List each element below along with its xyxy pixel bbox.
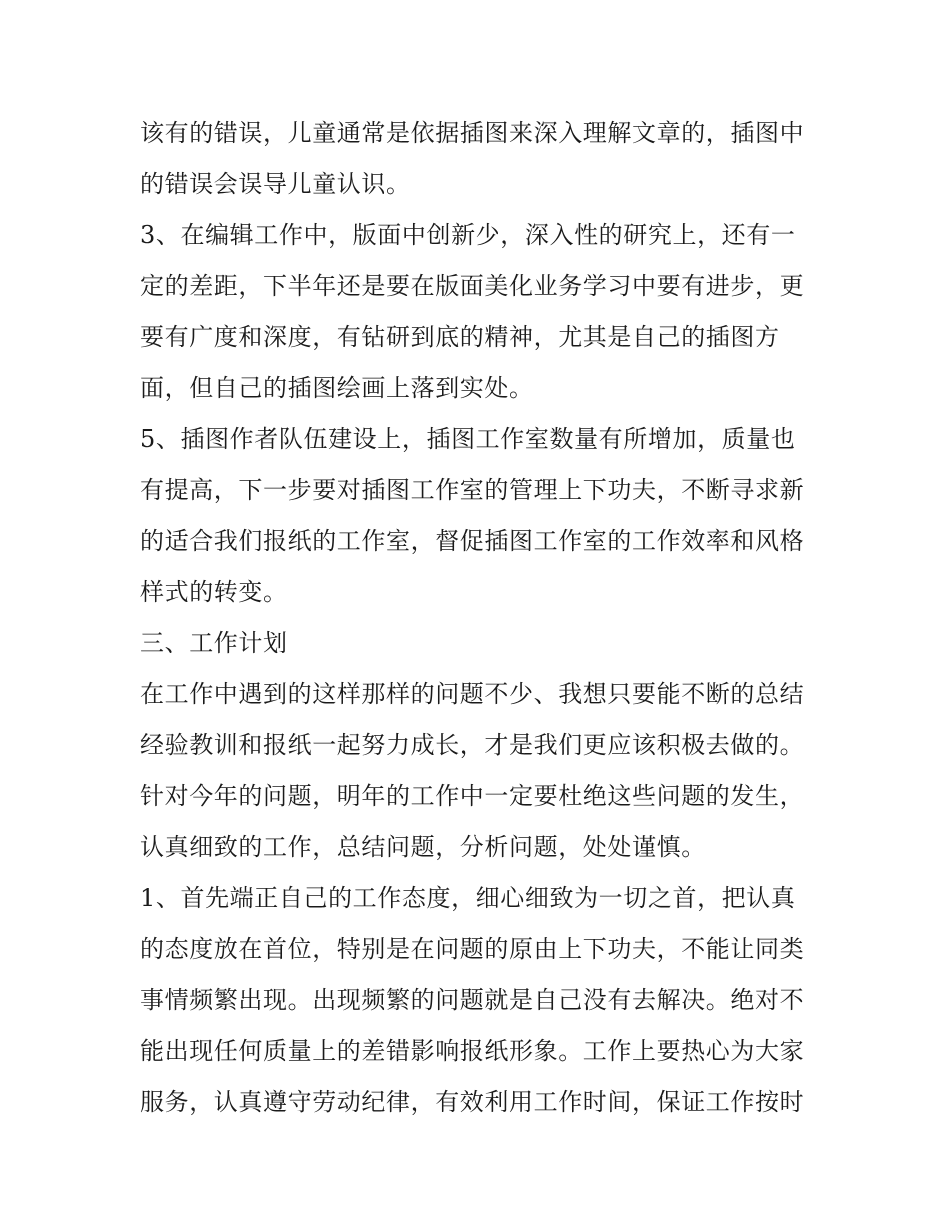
text-line: 样式的转变。 bbox=[140, 578, 288, 606]
text-line: 5、插图作者队伍建设上，插图工作室数量有所增加，质量也 bbox=[140, 425, 796, 453]
text-line: 的适合我们报纸的工作室，督促插图工作室的工作效率和风格 bbox=[140, 527, 805, 555]
text-line: 面，但自己的插图绘画上落到实处。 bbox=[140, 374, 534, 402]
section-heading: 三、工作计划 bbox=[140, 629, 288, 657]
text-line: 能出现任何质量上的差错影响报纸形象。工作上要热心为大家 bbox=[140, 1037, 805, 1065]
text-line: 有提高，下一步要对插图工作室的管理上下功夫，不断寻求新 bbox=[140, 476, 805, 504]
text-line: 定的差距，下半年还是要在版面美化业务学习中要有进步，更 bbox=[140, 272, 805, 300]
text-line: 认真细致的工作，总结问题，分析问题，处处谨慎。 bbox=[140, 833, 706, 861]
text-line: 该有的错误，儿童通常是依据插图来深入理解文章的，插图中 bbox=[140, 119, 805, 147]
document-body bbox=[140, 108, 820, 1128]
text-line: 针对今年的问题，明年的工作中一定要杜绝这些问题的发生， bbox=[140, 782, 805, 810]
text-line: 在工作中遇到的这样那样的问题不少、我想只要能不断的总结 bbox=[140, 680, 805, 708]
text-line: 的错误会误导儿童认识。 bbox=[140, 170, 411, 198]
text-line: 的态度放在首位，特别是在问题的原由上下功夫，不能让同类 bbox=[140, 935, 805, 963]
text-line: 1、首先端正自己的工作态度，细心细致为一切之首，把认真 bbox=[140, 884, 796, 912]
text-line: 经验教训和报纸一起努力成长，才是我们更应该积极去做的。 bbox=[140, 731, 805, 759]
text-line: 事情频繁出现。出现频繁的问题就是自己没有去解决。绝对不 bbox=[140, 986, 805, 1014]
text-line: 3、在编辑工作中，版面中创新少，深入性的研究上，还有一 bbox=[140, 221, 796, 249]
text-line: 服务，认真遵守劳动纪律，有效利用工作时间，保证工作按时 bbox=[140, 1088, 805, 1116]
text-line: 要有广度和深度，有钻研到底的精神，尤其是自己的插图方 bbox=[140, 323, 780, 351]
